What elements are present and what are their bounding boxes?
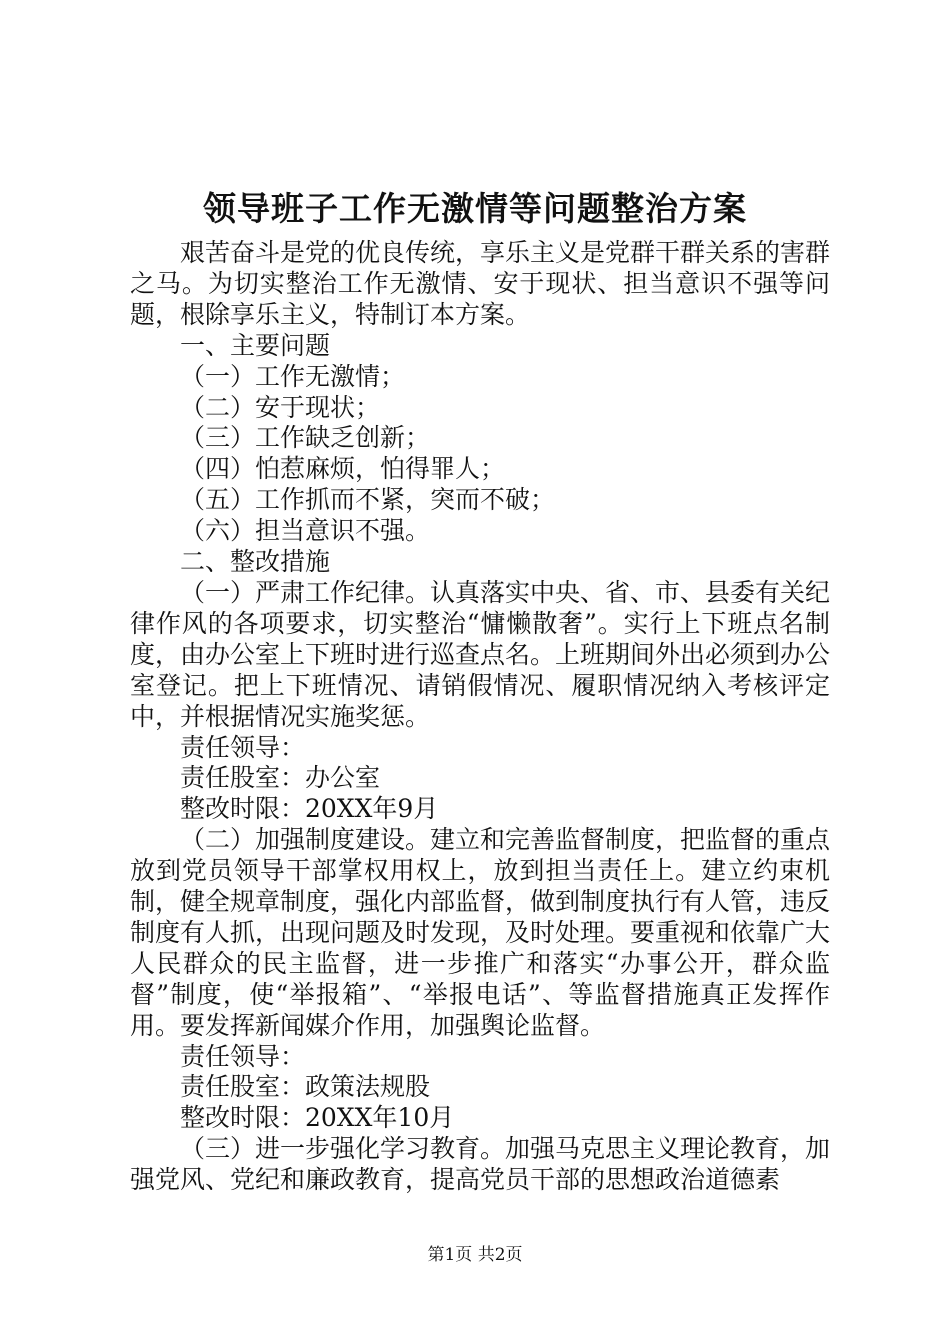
section-heading-measures: 二、整改措施 bbox=[180, 547, 331, 577]
problem-item: （一）工作无激情； bbox=[180, 361, 406, 391]
document-title: 领导班子工作无激情等问题整治方案 bbox=[203, 189, 747, 228]
intro-paragraph: 艰苦奋斗是党的优良传统，享乐主义是党群干群关系的害群之马。为切实整治工作无激情、安于现状、担当意识不强等问题，根除享乐主义，特制订本方案。 bbox=[130, 238, 831, 329]
responsible-office: 责任股室：办公室 bbox=[180, 763, 381, 793]
responsible-leader: 责任领导： bbox=[180, 732, 306, 762]
problem-item: （二）安于现状； bbox=[180, 392, 381, 422]
responsible-leader: 责任领导： bbox=[180, 1041, 306, 1071]
page-footer: 第1页 共2页 bbox=[427, 1245, 523, 1265]
measure-paragraph: （一）严肃工作纪律。认真落实中央、省、市、县委有关纪律作风的各项要求，切实整治“慵懒散奢”。实行上下班点名制度，由办公室上下班时进行巡查点名。上班期间外出必须到办公室登记。把上下班情况、请销假情况、履职情况纳入考核评定中，并根据情况实施奖惩。 bbox=[130, 577, 831, 731]
problem-item: （五）工作抓而不紧，突而不破； bbox=[180, 485, 556, 515]
document-body bbox=[130, 238, 830, 1196]
section-heading-problems: 一、主要问题 bbox=[180, 330, 331, 360]
problem-item: （四）怕惹麻烦，怕得罪人； bbox=[180, 454, 506, 484]
rectification-deadline: 整改时限：20XX年9月 bbox=[180, 794, 439, 824]
measure-paragraph: （二）加强制度建设。建立和完善监督制度，把监督的重点放到党员领导干部掌权用权上，放到担当责任上。建立约束机制，健全规章制度，强化内部监督，做到制度执行有人管，违反制度有人抓，出现问题及时发现，及时处理。要重视和依靠广大人民群众的民主监督，进一步推广和落实“办事公开，群众监督”制度，使“举报箱”、“举报电话”、等监督措施真正发挥作用。要发挥新闻媒介作用，加强舆论监督。 bbox=[130, 825, 831, 1040]
problem-item: （六）担当意识不强。 bbox=[180, 516, 431, 546]
rectification-deadline: 整改时限：20XX年10月 bbox=[180, 1103, 455, 1133]
measure-paragraph: （三）进一步强化学习教育。加强马克思主义理论教育，加强党风、党纪和廉政教育，提高党员干部的思想政治道德素 bbox=[130, 1134, 831, 1195]
responsible-office: 责任股室：政策法规股 bbox=[180, 1072, 431, 1102]
problem-item: （三）工作缺乏创新； bbox=[180, 423, 431, 453]
